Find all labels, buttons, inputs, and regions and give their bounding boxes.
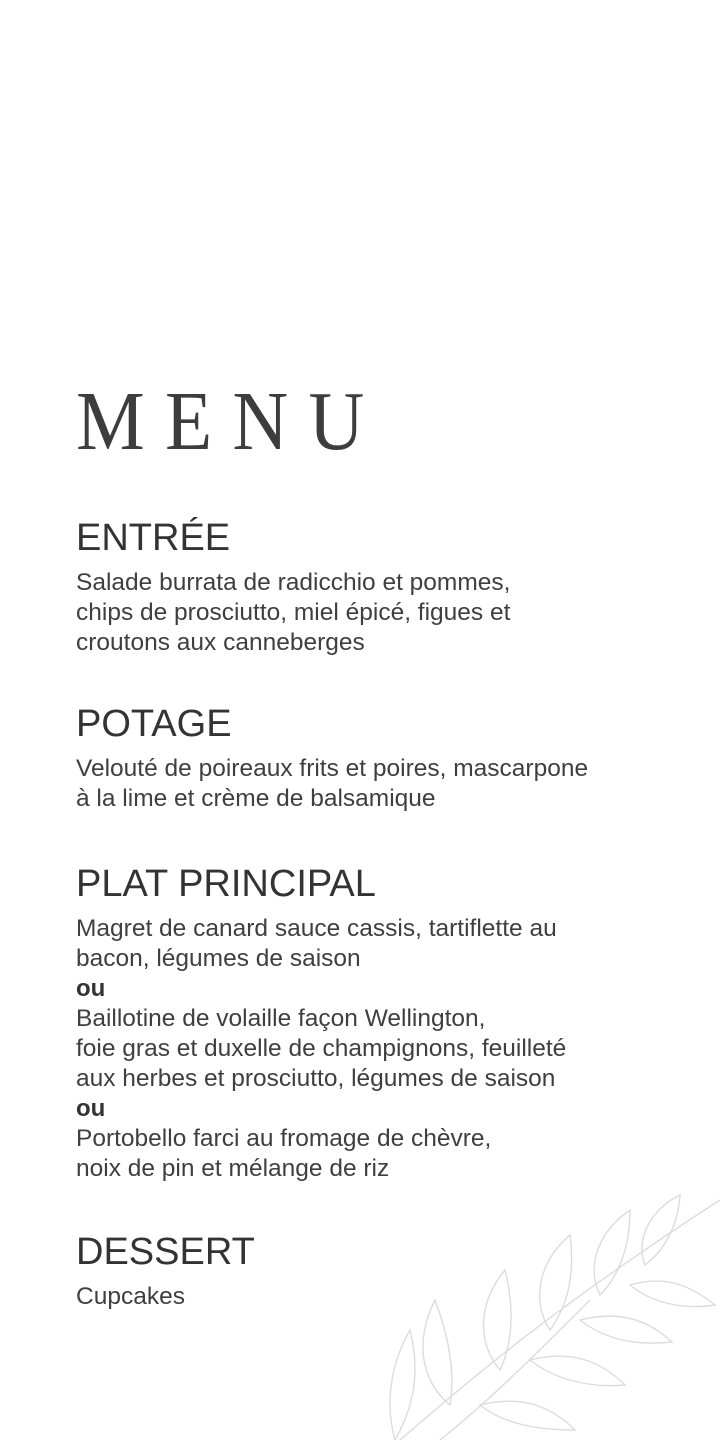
entree-line: chips de prosciutto, miel épicé, figues et [76,599,511,626]
plat-option-line: Magret de canard sauce cassis, tartiflette au [76,915,557,942]
plat-principal-section [76,862,676,1184]
potage-description [76,754,676,814]
page-title: MENU [76,375,385,468]
plat-principal-heading: PLAT PRINCIPAL [76,863,376,905]
plat-option-line: noix de pin et mélange de riz [76,1155,390,1182]
plat-option-line: Baillotine de volaille façon Wellington, [76,1005,486,1032]
plat-option-line: Portobello farci au fromage de chèvre, [76,1125,492,1152]
plat-option-line: bacon, légumes de saison [76,945,361,972]
plat-option-line: foie gras et duxelle de champignons, feuilleté [76,1035,567,1062]
plat-principal-description [76,914,676,1184]
dessert-line: Cupcakes [76,1283,185,1310]
entree-section [76,516,676,658]
dessert-heading: DESSERT [76,1231,255,1273]
potage-heading: POTAGE [76,703,232,745]
plat-option-line: aux herbes et prosciutto, légumes de saison [76,1065,556,1092]
entree-line: croutons aux canneberges [76,629,365,656]
potage-line: Velouté de poireaux frits et poires, mascarpone [76,755,589,782]
entree-heading: ENTRÉE [76,517,231,559]
entree-description [76,568,676,658]
or-separator: ou [76,1095,106,1122]
entree-line: Salade burrata de radicchio et pommes, [76,569,511,596]
botanical-sprig-icon [380,1190,720,1440]
potage-line: à la lime et crème de balsamique [76,785,436,812]
potage-section [76,702,676,814]
or-separator: ou [76,975,106,1002]
